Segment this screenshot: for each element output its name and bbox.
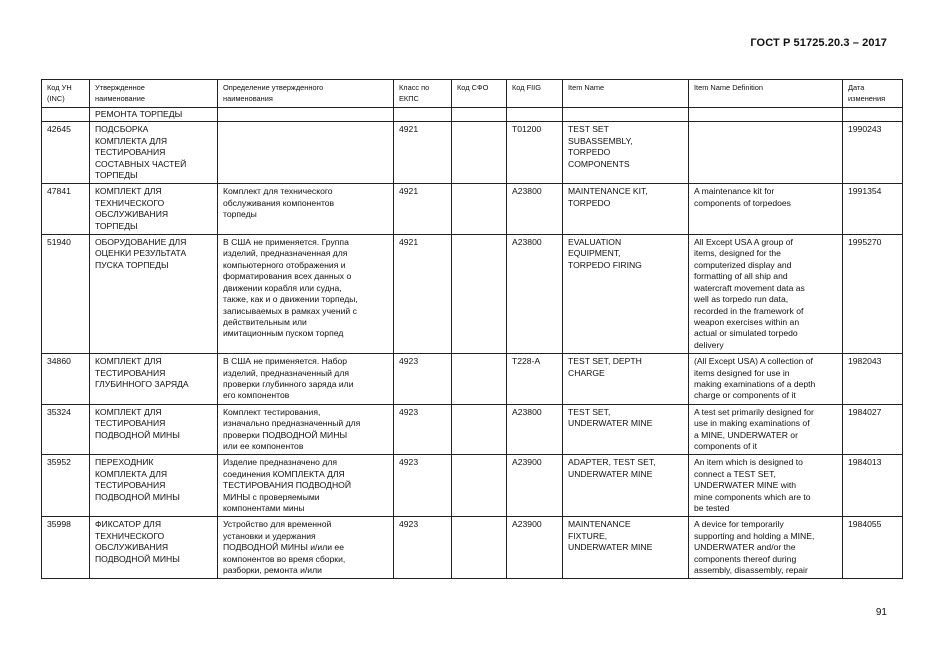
cell-item-name: ADAPTER, TEST SET, UNDERWATER MINE xyxy=(563,455,689,517)
cell-def-ru: Изделие предназначено для соединения КОМПЛЕКТА ДЛЯ ТЕСТИРОВАНИЯ ПОДВОДНОЙ МИНЫ с проверяемыми компонентами мины xyxy=(218,455,394,517)
cell-def-ru xyxy=(218,108,394,122)
cell-name-ru: КОМПЛЕКТ ДЛЯ ТЕХНИЧЕСКОГО ОБСЛУЖИВАНИЯ ТОРПЕДЫ xyxy=(90,184,218,235)
table-header-row xyxy=(42,80,903,108)
cell-inc: 51940 xyxy=(42,235,90,354)
cell-date: 1995270 xyxy=(843,235,903,354)
cell-item-def: A test set primarily designed for use in making examinations of a MINE, UNDERWATER or components of it xyxy=(689,404,843,455)
cell-inc: 35324 xyxy=(42,404,90,455)
cell-name-ru: ОБОРУДОВАНИЕ ДЛЯ ОЦЕНКИ РЕЗУЛЬТАТА ПУСКА ТОРПЕДЫ xyxy=(90,235,218,354)
cell-date xyxy=(843,108,903,122)
cell-class: 4921 xyxy=(394,122,452,184)
cell-fiig: A23800 xyxy=(507,184,563,235)
col-header-class: Класс по ЕКПС xyxy=(394,80,452,108)
cell-class: 4923 xyxy=(394,517,452,579)
table-row xyxy=(42,517,903,579)
cell-name-ru: ФИКСАТОР ДЛЯ ТЕХНИЧЕСКОГО ОБСЛУЖИВАНИЯ ПОДВОДНОЙ МИНЫ xyxy=(90,517,218,579)
table-row xyxy=(42,455,903,517)
cell-item-def: All Except USA A group of items, designed for the computerized display and formatting of all ship and watercraft movement data as well as torpedo run data, recorded in the framework of weapon exercises within an actual or simulated torpedo delivery xyxy=(689,235,843,354)
col-header-def-ru: Определение утвержденного наименования xyxy=(218,80,394,108)
cell-def-ru: Комплект для технического обслуживания компонентов торпеды xyxy=(218,184,394,235)
cell-class: 4921 xyxy=(394,184,452,235)
cell-name-ru: КОМПЛЕКТ ДЛЯ ТЕСТИРОВАНИЯ ГЛУБИННОГО ЗАРЯДА xyxy=(90,354,218,405)
cell-item-def: (All Except USA) A collection of items designed for use in making examinations of a depth charge or components of it xyxy=(689,354,843,405)
cell-item-name xyxy=(563,108,689,122)
cell-sfo xyxy=(452,517,507,579)
cell-fiig: T228-A xyxy=(507,354,563,405)
cell-def-ru: В США не применяется. Группа изделий, предназначенная для компьютерного отображения и форматирования всех данных о движении корабля или судна, также, как и о движении торпеды, записываемых в рамках учений с действительным или имитационным пуском торпед xyxy=(218,235,394,354)
cell-def-ru xyxy=(218,122,394,184)
cell-sfo xyxy=(452,235,507,354)
cell-name-ru: КОМПЛЕКТ ДЛЯ ТЕСТИРОВАНИЯ ПОДВОДНОЙ МИНЫ xyxy=(90,404,218,455)
col-header-sfo: Код СФО xyxy=(452,80,507,108)
cell-inc: 35998 xyxy=(42,517,90,579)
cell-name-ru: ПОДСБОРКА КОМПЛЕКТА ДЛЯ ТЕСТИРОВАНИЯ СОСТАВНЫХ ЧАСТЕЙ ТОРПЕДЫ xyxy=(90,122,218,184)
continuation-row xyxy=(42,108,903,122)
cell-sfo xyxy=(452,108,507,122)
cell-inc: 34860 xyxy=(42,354,90,405)
cell-item-def xyxy=(689,108,843,122)
cell-item-name: TEST SET SUBASSEMBLY, TORPEDO COMPONENTS xyxy=(563,122,689,184)
table-row xyxy=(42,184,903,235)
cell-item-name: EVALUATION EQUIPMENT, TORPEDO FIRING xyxy=(563,235,689,354)
table-row xyxy=(42,235,903,354)
cell-item-def: An item which is designed to connect a TEST SET, UNDERWATER MINE with mine components which are to be tested xyxy=(689,455,843,517)
cell-sfo xyxy=(452,455,507,517)
col-header-fiig: Код FIIG xyxy=(507,80,563,108)
cell-inc: 35952 xyxy=(42,455,90,517)
cell-item-name: TEST SET, DEPTH CHARGE xyxy=(563,354,689,405)
data-table xyxy=(41,79,903,579)
cell-class: 4923 xyxy=(394,455,452,517)
cell-date: 1984013 xyxy=(843,455,903,517)
cell-item-name: MAINTENANCE KIT, TORPEDO xyxy=(563,184,689,235)
cell-def-ru: Комплект тестирования, изначально предназначенный для проверки ПОДВОДНОЙ МИНЫ или ее компонентов xyxy=(218,404,394,455)
cell-inc: 42645 xyxy=(42,122,90,184)
cell-item-def xyxy=(689,122,843,184)
col-header-item-def: Item Name Definition xyxy=(689,80,843,108)
cell-date: 1984027 xyxy=(843,404,903,455)
cell-inc: 47841 xyxy=(42,184,90,235)
col-header-date: Дата изменения xyxy=(843,80,903,108)
cell-date: 1990243 xyxy=(843,122,903,184)
cell-fiig: A23800 xyxy=(507,404,563,455)
cell-date: 1984055 xyxy=(843,517,903,579)
cell-date: 1991354 xyxy=(843,184,903,235)
cell-item-name: MAINTENANCE FIXTURE, UNDERWATER MINE xyxy=(563,517,689,579)
cell-def-ru: В США не применяется. Набор изделий, предназначенный для проверки глубинного заряда или его компонентов xyxy=(218,354,394,405)
cell-item-def: A device for temporarily supporting and holding a MINE, UNDERWATER and/or the components thereof during assembly, disassembly, repair xyxy=(689,517,843,579)
col-header-item-name: Item Name xyxy=(563,80,689,108)
col-header-inc: Код УН (INC) xyxy=(42,80,90,108)
cell-def-ru: Устройство для временной установки и удержания ПОДВОДНОЙ МИНЫ и/или ее компонентов во время сборки, разборки, ремонта и/или xyxy=(218,517,394,579)
cell-sfo xyxy=(452,122,507,184)
document-header: ГОСТ Р 51725.20.3 – 2017 xyxy=(750,37,887,49)
table-row xyxy=(42,122,903,184)
cell-fiig xyxy=(507,108,563,122)
cell-fiig: A23800 xyxy=(507,235,563,354)
table-row xyxy=(42,404,903,455)
cell-item-name: TEST SET, UNDERWATER MINE xyxy=(563,404,689,455)
cell-class xyxy=(394,108,452,122)
cell-class: 4923 xyxy=(394,404,452,455)
cell-name-ru: РЕМОНТА ТОРПЕДЫ xyxy=(90,108,218,122)
cell-fiig: T01200 xyxy=(507,122,563,184)
cell-fiig: A23900 xyxy=(507,455,563,517)
cell-fiig: A23900 xyxy=(507,517,563,579)
cell-item-def: A maintenance kit for components of torpedoes xyxy=(689,184,843,235)
cell-inc xyxy=(42,108,90,122)
col-header-name-ru: Утвержденное наименование xyxy=(90,80,218,108)
cell-sfo xyxy=(452,184,507,235)
table-row xyxy=(42,354,903,405)
page-number: 91 xyxy=(875,607,887,618)
cell-class: 4923 xyxy=(394,354,452,405)
cell-class: 4921 xyxy=(394,235,452,354)
cell-sfo xyxy=(452,404,507,455)
cell-sfo xyxy=(452,354,507,405)
cell-date: 1982043 xyxy=(843,354,903,405)
cell-name-ru: ПЕРЕХОДНИК КОМПЛЕКТА ДЛЯ ТЕСТИРОВАНИЯ ПОДВОДНОЙ МИНЫ xyxy=(90,455,218,517)
